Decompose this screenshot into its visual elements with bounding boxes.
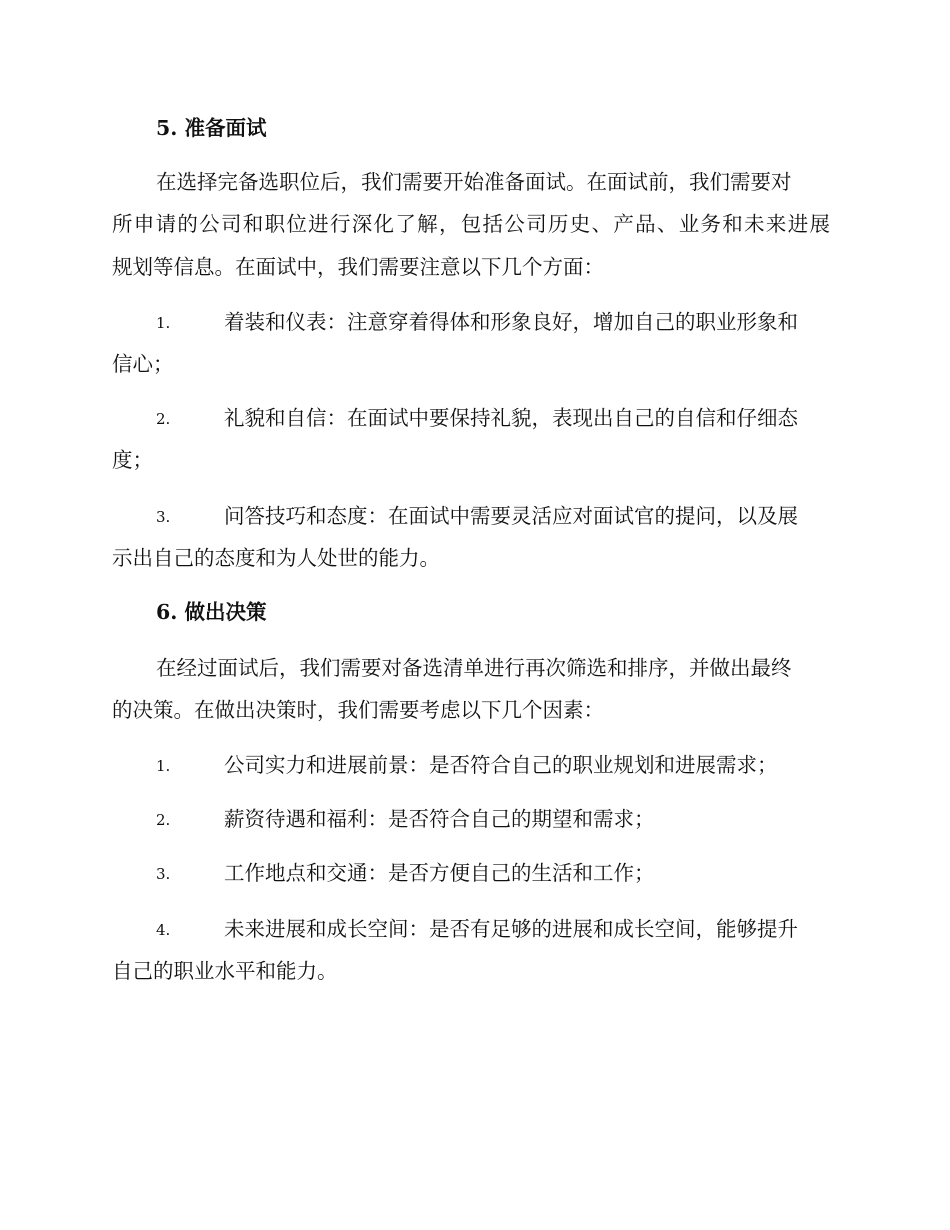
list-item-text-continued: 信心； bbox=[112, 352, 174, 376]
list-item-text: 工作地点和交通：是否方便自己的生活和工作； bbox=[224, 861, 655, 885]
list-item-text: 公司实力和进展前景：是否符合自己的职业规划和进展需求； bbox=[224, 753, 778, 777]
list-item-text: 礼貌和自信：在面试中要保持礼貌，表现出自己的自信和仔细态 bbox=[224, 406, 798, 430]
list-item-text: 薪资待遇和福利：是否符合自己的期望和需求； bbox=[224, 807, 655, 831]
list-item-text: 问答技巧和态度：在面试中需要灵活应对面试官的提问，以及展 bbox=[224, 504, 798, 528]
list-item-number: 2. bbox=[156, 410, 171, 428]
list-item-number: 3. bbox=[156, 508, 171, 526]
list-item-number: 1. bbox=[156, 757, 171, 775]
list-item-text: 未来进展和成长空间：是否有足够的进展和成长空间，能够提升 bbox=[224, 917, 798, 941]
section-5-intro-line-3: 规划等信息。在面试中，我们需要注意以下几个方面： bbox=[112, 255, 604, 279]
list-item-text: 着装和仪表：注意穿着得体和形象良好，增加自己的职业形象和 bbox=[224, 310, 798, 334]
list-item-text-continued: 自己的职业水平和能力。 bbox=[112, 959, 338, 983]
section-6-intro-line-1: 在经过面试后，我们需要对备选清单进行再次筛选和排序，并做出最终 bbox=[156, 656, 792, 680]
list-item-number: 3. bbox=[156, 865, 171, 883]
list-item-number: 1. bbox=[156, 314, 171, 332]
list-item-text-continued: 示出自己的态度和为人处世的能力。 bbox=[112, 546, 440, 570]
section-6-intro-line-2: 的决策。在做出决策时，我们需要考虑以下几个因素： bbox=[112, 698, 604, 722]
section-5-heading: 5. 准备面试 bbox=[156, 116, 267, 140]
section-6-heading: 6. 做出决策 bbox=[156, 600, 267, 624]
section-5-intro-line-1: 在选择完备选职位后，我们需要开始准备面试。在面试前，我们需要对 bbox=[156, 170, 792, 194]
list-item-number: 2. bbox=[156, 811, 171, 829]
list-item-text-continued: 度； bbox=[112, 448, 153, 472]
list-item-number: 4. bbox=[156, 921, 171, 939]
section-5-intro-line-2: 所申请的公司和职位进行深化了解，包括公司历史、产品、业务和未来进展 bbox=[112, 212, 830, 236]
